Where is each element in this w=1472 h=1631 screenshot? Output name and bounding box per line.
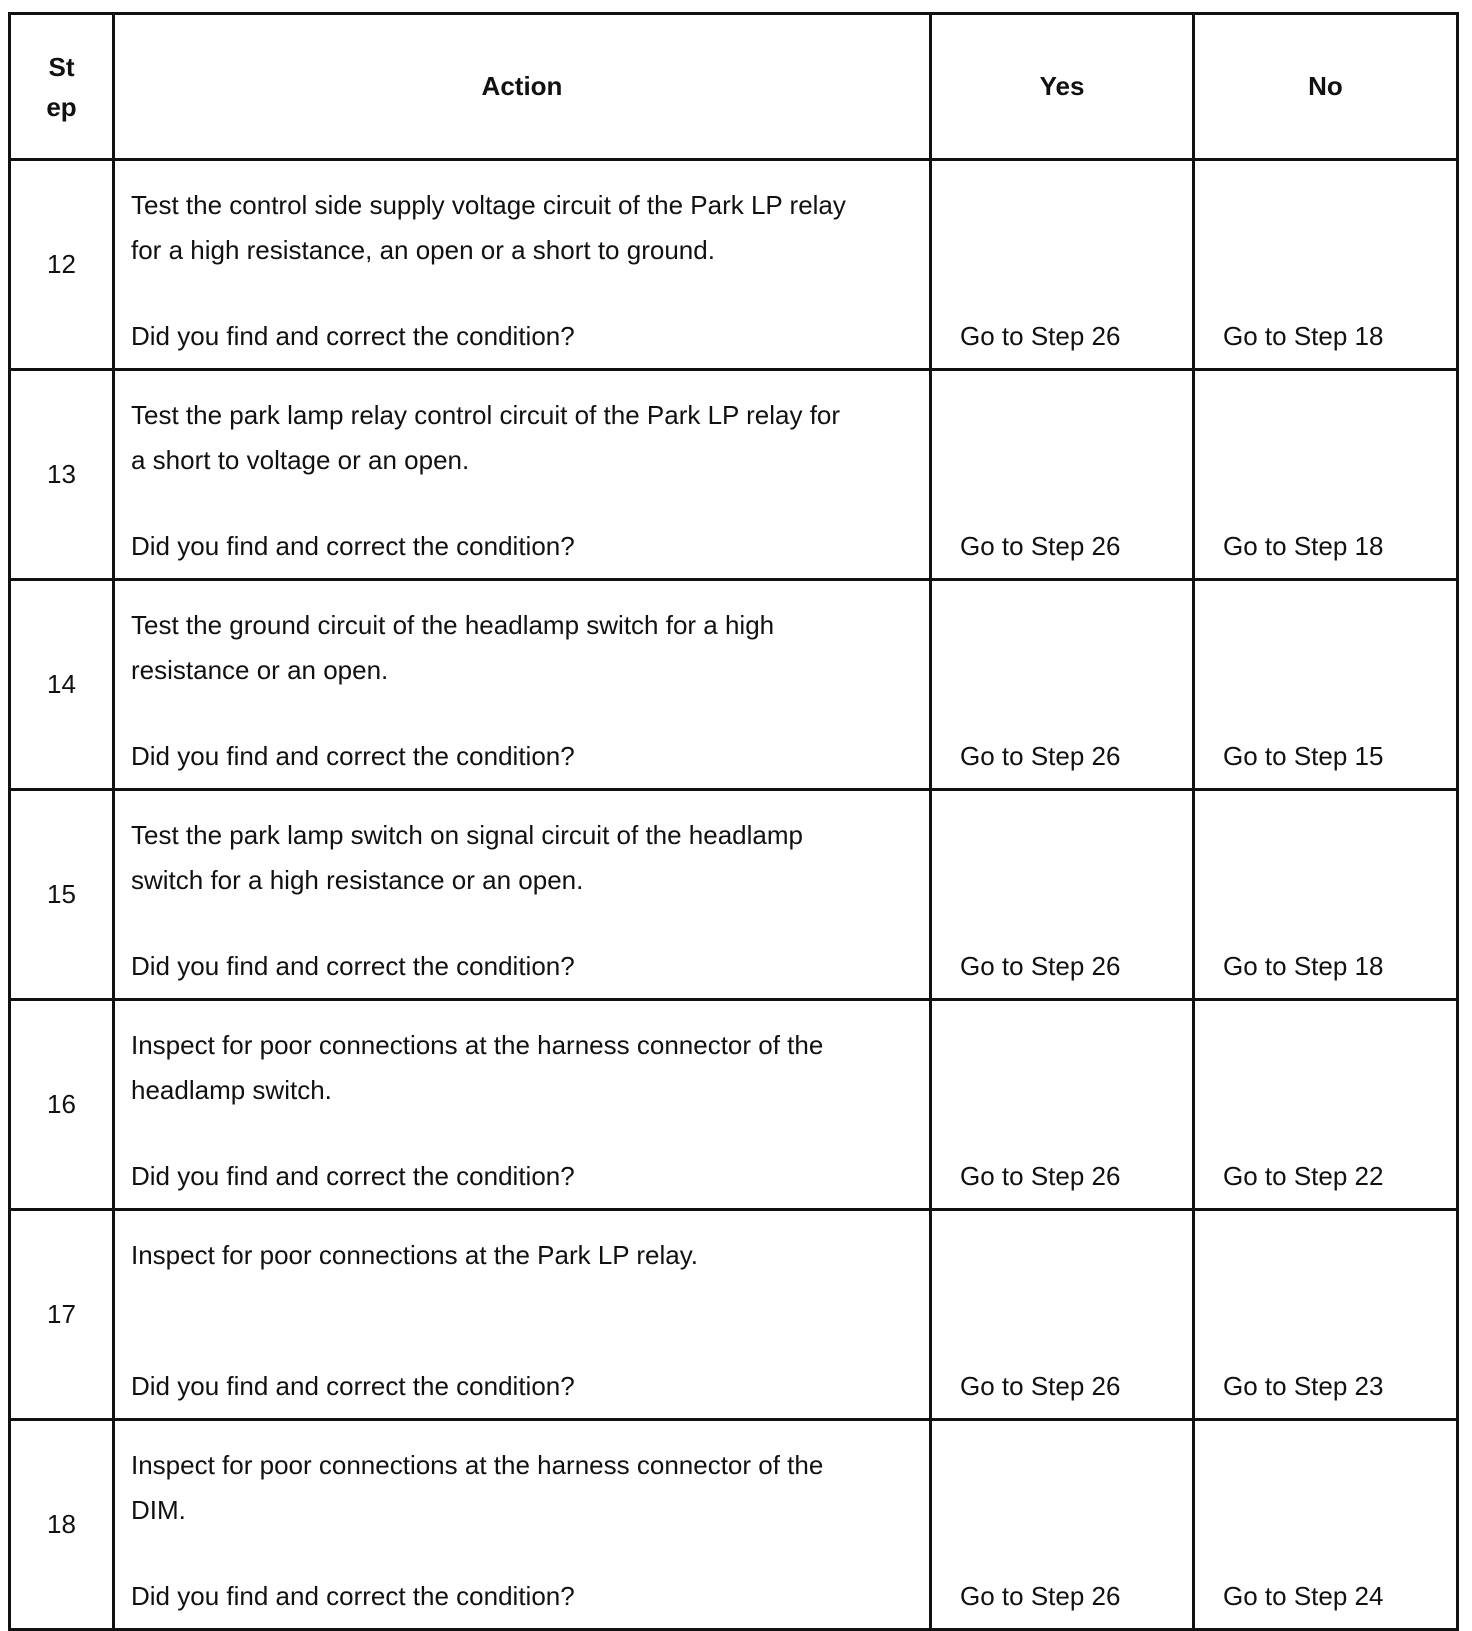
- yes-cell: [931, 1210, 1194, 1420]
- action-question: Did you find and correct the condition?: [131, 321, 575, 351]
- action-question: Did you find and correct the condition?: [131, 1161, 575, 1191]
- table-row: [10, 1210, 1458, 1420]
- header-yes: Yes: [931, 14, 1194, 160]
- table-row: [10, 1420, 1458, 1630]
- table-row: [10, 790, 1458, 1000]
- step-number: 16: [10, 1000, 114, 1210]
- no-cell: [1194, 790, 1458, 1000]
- no-goto: Go to Step 22: [1223, 1161, 1384, 1191]
- action-text: Test the park lamp switch on signal circuit of the headlamp switch for a high resistance or an open.: [131, 820, 804, 895]
- no-cell: [1194, 1000, 1458, 1210]
- action-text: Inspect for poor connections at the harness connector of the DIM.: [131, 1450, 824, 1525]
- yes-cell: [931, 1000, 1194, 1210]
- no-cell: [1194, 1420, 1458, 1630]
- yes-goto: Go to Step 26: [960, 741, 1121, 771]
- action-text: Test the ground circuit of the headlamp switch for a high resistance or an open.: [131, 610, 775, 685]
- action-text: Inspect for poor connections at the Park LP relay.: [131, 1240, 699, 1270]
- yes-goto: Go to Step 26: [960, 1161, 1121, 1191]
- step-number: 18: [10, 1420, 114, 1630]
- action-question: Did you find and correct the condition?: [131, 531, 575, 561]
- step-number: 15: [10, 790, 114, 1000]
- no-goto: Go to Step 18: [1223, 531, 1384, 561]
- yes-goto: Go to Step 26: [960, 951, 1121, 981]
- action-cell: [114, 160, 931, 370]
- table-row: [10, 580, 1458, 790]
- action-question: Did you find and correct the condition?: [131, 741, 575, 771]
- no-goto: Go to Step 23: [1223, 1371, 1384, 1401]
- step-number: 12: [10, 160, 114, 370]
- step-number: 14: [10, 580, 114, 790]
- yes-cell: [931, 370, 1194, 580]
- no-cell: [1194, 1210, 1458, 1420]
- table-row: [10, 370, 1458, 580]
- action-cell: [114, 370, 931, 580]
- yes-cell: [931, 160, 1194, 370]
- action-cell: [114, 1210, 931, 1420]
- no-cell: [1194, 160, 1458, 370]
- step-number: 13: [10, 370, 114, 580]
- no-goto: Go to Step 24: [1223, 1581, 1384, 1611]
- yes-goto: Go to Step 26: [960, 1581, 1121, 1611]
- no-cell: [1194, 580, 1458, 790]
- table-row: [10, 160, 1458, 370]
- yes-goto: Go to Step 26: [960, 531, 1121, 561]
- action-cell: [114, 1420, 931, 1630]
- action-text: Test the park lamp relay control circuit of the Park LP relay for a short to voltage or an open.: [131, 400, 841, 475]
- yes-goto: Go to Step 26: [960, 1371, 1121, 1401]
- action-cell: [114, 1000, 931, 1210]
- diagnostic-table-container: [8, 12, 1456, 1631]
- table-row: [10, 1000, 1458, 1210]
- action-text: Inspect for poor connections at the harness connector of the headlamp switch.: [131, 1030, 824, 1105]
- no-goto: Go to Step 18: [1223, 321, 1384, 351]
- action-question: Did you find and correct the condition?: [131, 1371, 575, 1401]
- header-no: No: [1194, 14, 1458, 160]
- no-goto: Go to Step 18: [1223, 951, 1384, 981]
- action-text: Test the control side supply voltage circuit of the Park LP relay for a high resistance, an open or a short to ground.: [131, 190, 846, 265]
- no-cell: [1194, 370, 1458, 580]
- action-question: Did you find and correct the condition?: [131, 1581, 575, 1611]
- no-goto: Go to Step 15: [1223, 741, 1384, 771]
- action-question: Did you find and correct the condition?: [131, 951, 575, 981]
- yes-cell: [931, 580, 1194, 790]
- header-row: [10, 14, 1458, 160]
- action-cell: [114, 580, 931, 790]
- action-cell: [114, 790, 931, 1000]
- yes-cell: [931, 790, 1194, 1000]
- yes-goto: Go to Step 26: [960, 321, 1121, 351]
- header-step: Step: [10, 14, 114, 160]
- yes-cell: [931, 1420, 1194, 1630]
- step-number: 17: [10, 1210, 114, 1420]
- diagnostic-steps-table: [8, 12, 1459, 1631]
- header-action: Action: [114, 14, 931, 160]
